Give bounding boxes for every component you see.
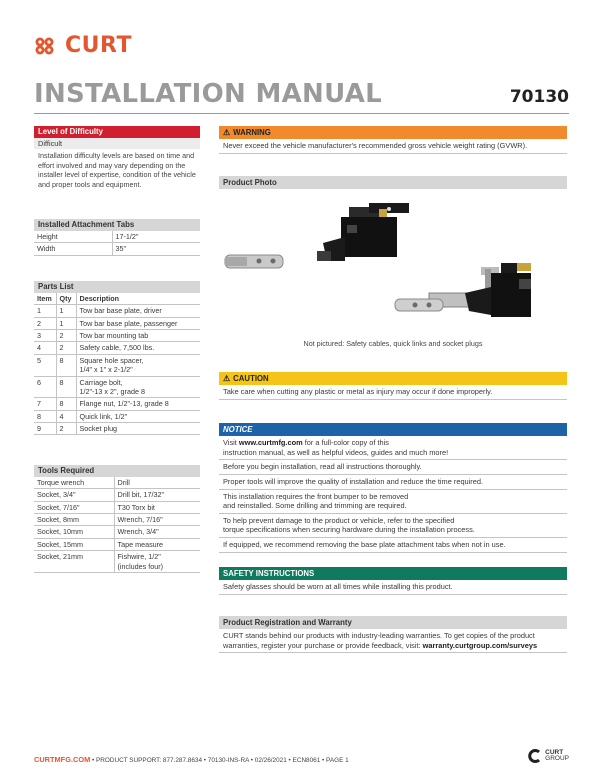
part-desc-line: Carriage bolt, bbox=[79, 377, 123, 387]
part-desc: Flange nut, 1/2"-13, grade 8 bbox=[76, 398, 200, 410]
registration-line-pre: warranties, register your purchase or provide feedback, visit: bbox=[223, 640, 423, 650]
tool-name: Drill bit, 17/32" bbox=[114, 489, 200, 501]
part-qty: 2 bbox=[56, 422, 76, 434]
table-row bbox=[34, 514, 200, 526]
tool-name: Torque wrench bbox=[34, 477, 114, 489]
part-item: 6 bbox=[34, 376, 56, 398]
part-desc: Tow bar base plate, passenger bbox=[76, 317, 200, 329]
product-photo-heading: Product Photo bbox=[219, 176, 567, 189]
tool-name: Socket, 7/16" bbox=[34, 501, 114, 513]
notice-item bbox=[219, 490, 567, 514]
part-desc: Tow bar base plate, driver bbox=[76, 305, 200, 317]
part-qty: 1 bbox=[56, 305, 76, 317]
tool-name-line: (includes four) bbox=[117, 561, 164, 571]
table-row bbox=[34, 538, 200, 550]
safety-text: Safety glasses should be worn at all times while installing this product. bbox=[219, 580, 567, 595]
notice-item: Before you begin installation, read all instructions thoroughly. bbox=[219, 460, 567, 475]
curt-gear-icon bbox=[34, 36, 60, 56]
brand-text-bottom: GROUP bbox=[545, 755, 569, 762]
notice-item: If equipped, we recommend removing the base plate attachment tabs when not in use. bbox=[219, 538, 567, 553]
table-row bbox=[34, 376, 200, 398]
table-row bbox=[34, 317, 200, 329]
table-row bbox=[34, 551, 200, 573]
part-qty: 2 bbox=[56, 342, 76, 354]
tools-section bbox=[34, 465, 200, 573]
difficulty-heading: Level of Difficulty bbox=[34, 126, 200, 138]
tools-table bbox=[34, 477, 200, 573]
table-row bbox=[34, 526, 200, 538]
tool-name: Socket, 8mm bbox=[34, 514, 114, 526]
tool-name: Drill bbox=[114, 477, 200, 489]
notice-visit-text bbox=[219, 436, 567, 460]
difficulty-description: Installation difficulty levels are based on time and effort involved and may vary depending on the installer level of expertise, condition of the vehicle and proper tools and equipment. bbox=[38, 151, 196, 190]
bracket-assembly-upper bbox=[317, 203, 409, 261]
tool-name: Socket, 3/4" bbox=[34, 489, 114, 501]
parts-list-heading: Parts List bbox=[34, 281, 200, 293]
part-item: 3 bbox=[34, 330, 56, 342]
part-qty: 8 bbox=[56, 376, 76, 398]
notice-visit-pre: Visit bbox=[223, 438, 239, 447]
part-desc-line: 1/4" x 1" x 2-1/2" bbox=[79, 365, 133, 375]
caution-heading bbox=[219, 372, 567, 385]
part-desc: Quick link, 1/2" bbox=[76, 410, 200, 422]
difficulty-level: Difficult bbox=[34, 138, 200, 149]
header-divider bbox=[34, 113, 569, 114]
table-row bbox=[34, 422, 200, 434]
safety-heading: SAFETY INSTRUCTIONS bbox=[219, 567, 567, 580]
difficulty-section bbox=[34, 126, 200, 192]
warning-text: Never exceed the vehicle manufacturer's recommended gross vehicle weight rating (GVWR). bbox=[219, 139, 567, 154]
table-row bbox=[34, 477, 200, 489]
table-row bbox=[34, 501, 200, 513]
part-qty: 1 bbox=[56, 317, 76, 329]
part-item: 4 bbox=[34, 342, 56, 354]
notice-visit-line: instruction manual, as well as helpful videos, guides and much more! bbox=[223, 447, 449, 457]
bracket-assembly-lower bbox=[429, 263, 531, 317]
footer bbox=[34, 755, 349, 765]
notice-heading: NOTICE bbox=[219, 423, 567, 436]
table-row bbox=[34, 330, 200, 342]
tab-value: 35" bbox=[112, 243, 200, 255]
part-qty: 2 bbox=[56, 330, 76, 342]
warning-triangle-icon: ⚠ bbox=[223, 128, 231, 137]
warranty-link[interactable]: warranty.curtgroup.com/surveys bbox=[422, 640, 538, 650]
caution-text: Take care when cutting any plastic or metal as injury may occur if done improperly. bbox=[219, 385, 567, 400]
tool-name-line: Fishwire, 1/2" bbox=[117, 552, 161, 562]
table-row bbox=[34, 354, 200, 376]
curt-logo bbox=[34, 34, 132, 58]
product-photo-section bbox=[219, 176, 567, 189]
part-desc: Tow bar mounting tab bbox=[76, 330, 200, 342]
column-header: Qty bbox=[56, 293, 76, 305]
column-header: Description bbox=[76, 293, 200, 305]
tool-name: Wrench, 7/16" bbox=[114, 514, 200, 526]
tool-name: Socket, 15mm bbox=[34, 538, 114, 550]
notice-line: torque specifications when securing hardware during the installation process. bbox=[223, 525, 475, 535]
table-header-row bbox=[34, 293, 200, 305]
notice-line: and reinstalled. Some drilling and trimming are required. bbox=[223, 501, 407, 511]
notice-section bbox=[219, 423, 567, 553]
curt-group-logo bbox=[528, 749, 569, 763]
brand-text bbox=[545, 750, 569, 763]
page-title: INSTALLATION MANUAL bbox=[34, 79, 383, 109]
registration-line: CURT stands behind our products with industry-leading warranties. To get copies of the product bbox=[223, 631, 535, 640]
part-desc bbox=[76, 354, 200, 376]
part-item: 9 bbox=[34, 422, 56, 434]
part-item: 5 bbox=[34, 354, 56, 376]
tool-name: T30 Torx bit bbox=[114, 501, 200, 513]
logo-text: CURT bbox=[65, 32, 132, 58]
part-desc-line: Square hole spacer, bbox=[79, 355, 144, 365]
parts-list-section bbox=[34, 281, 200, 435]
brand-text-top: CURT bbox=[545, 748, 564, 756]
installed-tabs-table bbox=[34, 231, 200, 256]
part-number: 70130 bbox=[509, 87, 569, 107]
tool-name: Tape measure bbox=[114, 538, 200, 550]
curt-group-mark-icon bbox=[528, 749, 542, 763]
notice-item: Proper tools will improve the quality of installation and reduce the time required. bbox=[219, 475, 567, 490]
notice-line: This installation requires the front bumper to be removed bbox=[223, 491, 409, 501]
registration-line bbox=[223, 641, 563, 651]
caution-section bbox=[219, 372, 567, 400]
tool-name: Wrench, 3/4" bbox=[114, 526, 200, 538]
tool-name bbox=[114, 551, 200, 573]
table-row bbox=[34, 305, 200, 317]
part-desc: Safety cable, 7,500 lbs. bbox=[76, 342, 200, 354]
installed-tabs-heading: Installed Attachment Tabs bbox=[34, 219, 200, 231]
caution-heading-text: CAUTION bbox=[233, 374, 269, 383]
part-item: 2 bbox=[34, 317, 56, 329]
part-qty: 8 bbox=[56, 354, 76, 376]
installed-tabs-section bbox=[34, 219, 200, 256]
tab-value: 17-1/2" bbox=[112, 231, 200, 243]
parts-list-table bbox=[34, 293, 200, 435]
footer-site-link[interactable]: CURTMFG.COM bbox=[34, 755, 91, 764]
table-row bbox=[34, 489, 200, 501]
part-qty: 4 bbox=[56, 410, 76, 422]
registration-section bbox=[219, 616, 567, 653]
part-item: 7 bbox=[34, 398, 56, 410]
caution-triangle-icon: ⚠ bbox=[223, 374, 231, 383]
warning-heading bbox=[219, 126, 567, 139]
table-row bbox=[34, 398, 200, 410]
part-qty: 8 bbox=[56, 398, 76, 410]
safety-section bbox=[219, 567, 567, 595]
product-photo bbox=[219, 189, 567, 351]
part-item: 8 bbox=[34, 410, 56, 422]
tool-name: Socket, 10mm bbox=[34, 526, 114, 538]
part-desc-line: 1/2"-13 x 2", grade 8 bbox=[79, 386, 145, 396]
table-row bbox=[34, 243, 200, 255]
warning-heading-text: WARNING bbox=[233, 128, 271, 137]
registration-heading: Product Registration and Warranty bbox=[219, 616, 567, 629]
warning-section bbox=[219, 126, 567, 154]
pin-part-lower bbox=[395, 299, 443, 311]
notice-visit-line bbox=[223, 438, 563, 448]
tool-name: Socket, 21mm bbox=[34, 551, 114, 573]
table-row bbox=[34, 410, 200, 422]
table-row bbox=[34, 342, 200, 354]
tab-label: Height bbox=[34, 231, 112, 243]
website-link[interactable]: www.curtmfg.com bbox=[238, 438, 303, 447]
tools-heading: Tools Required bbox=[34, 465, 200, 477]
registration-text bbox=[219, 629, 567, 653]
photo-caption: Not pictured: Safety cables, quick links and socket plugs bbox=[303, 339, 483, 348]
notice-visit-post: for a full-color copy of this bbox=[302, 438, 389, 447]
part-desc bbox=[76, 376, 200, 398]
tab-label: Width bbox=[34, 243, 112, 255]
part-item: 1 bbox=[34, 305, 56, 317]
table-row bbox=[34, 231, 200, 243]
pin-part-left bbox=[225, 255, 283, 268]
part-desc: Socket plug bbox=[76, 422, 200, 434]
notice-line: To help prevent damage to the product or vehicle, refer to the specified bbox=[223, 515, 455, 525]
column-header: Item bbox=[34, 293, 56, 305]
footer-info: • PRODUCT SUPPORT: 877.287.8634 • 70130-INS-RA • 02/26/2021 • ECN8061 • PAGE 1 bbox=[90, 757, 349, 764]
notice-item bbox=[219, 514, 567, 538]
